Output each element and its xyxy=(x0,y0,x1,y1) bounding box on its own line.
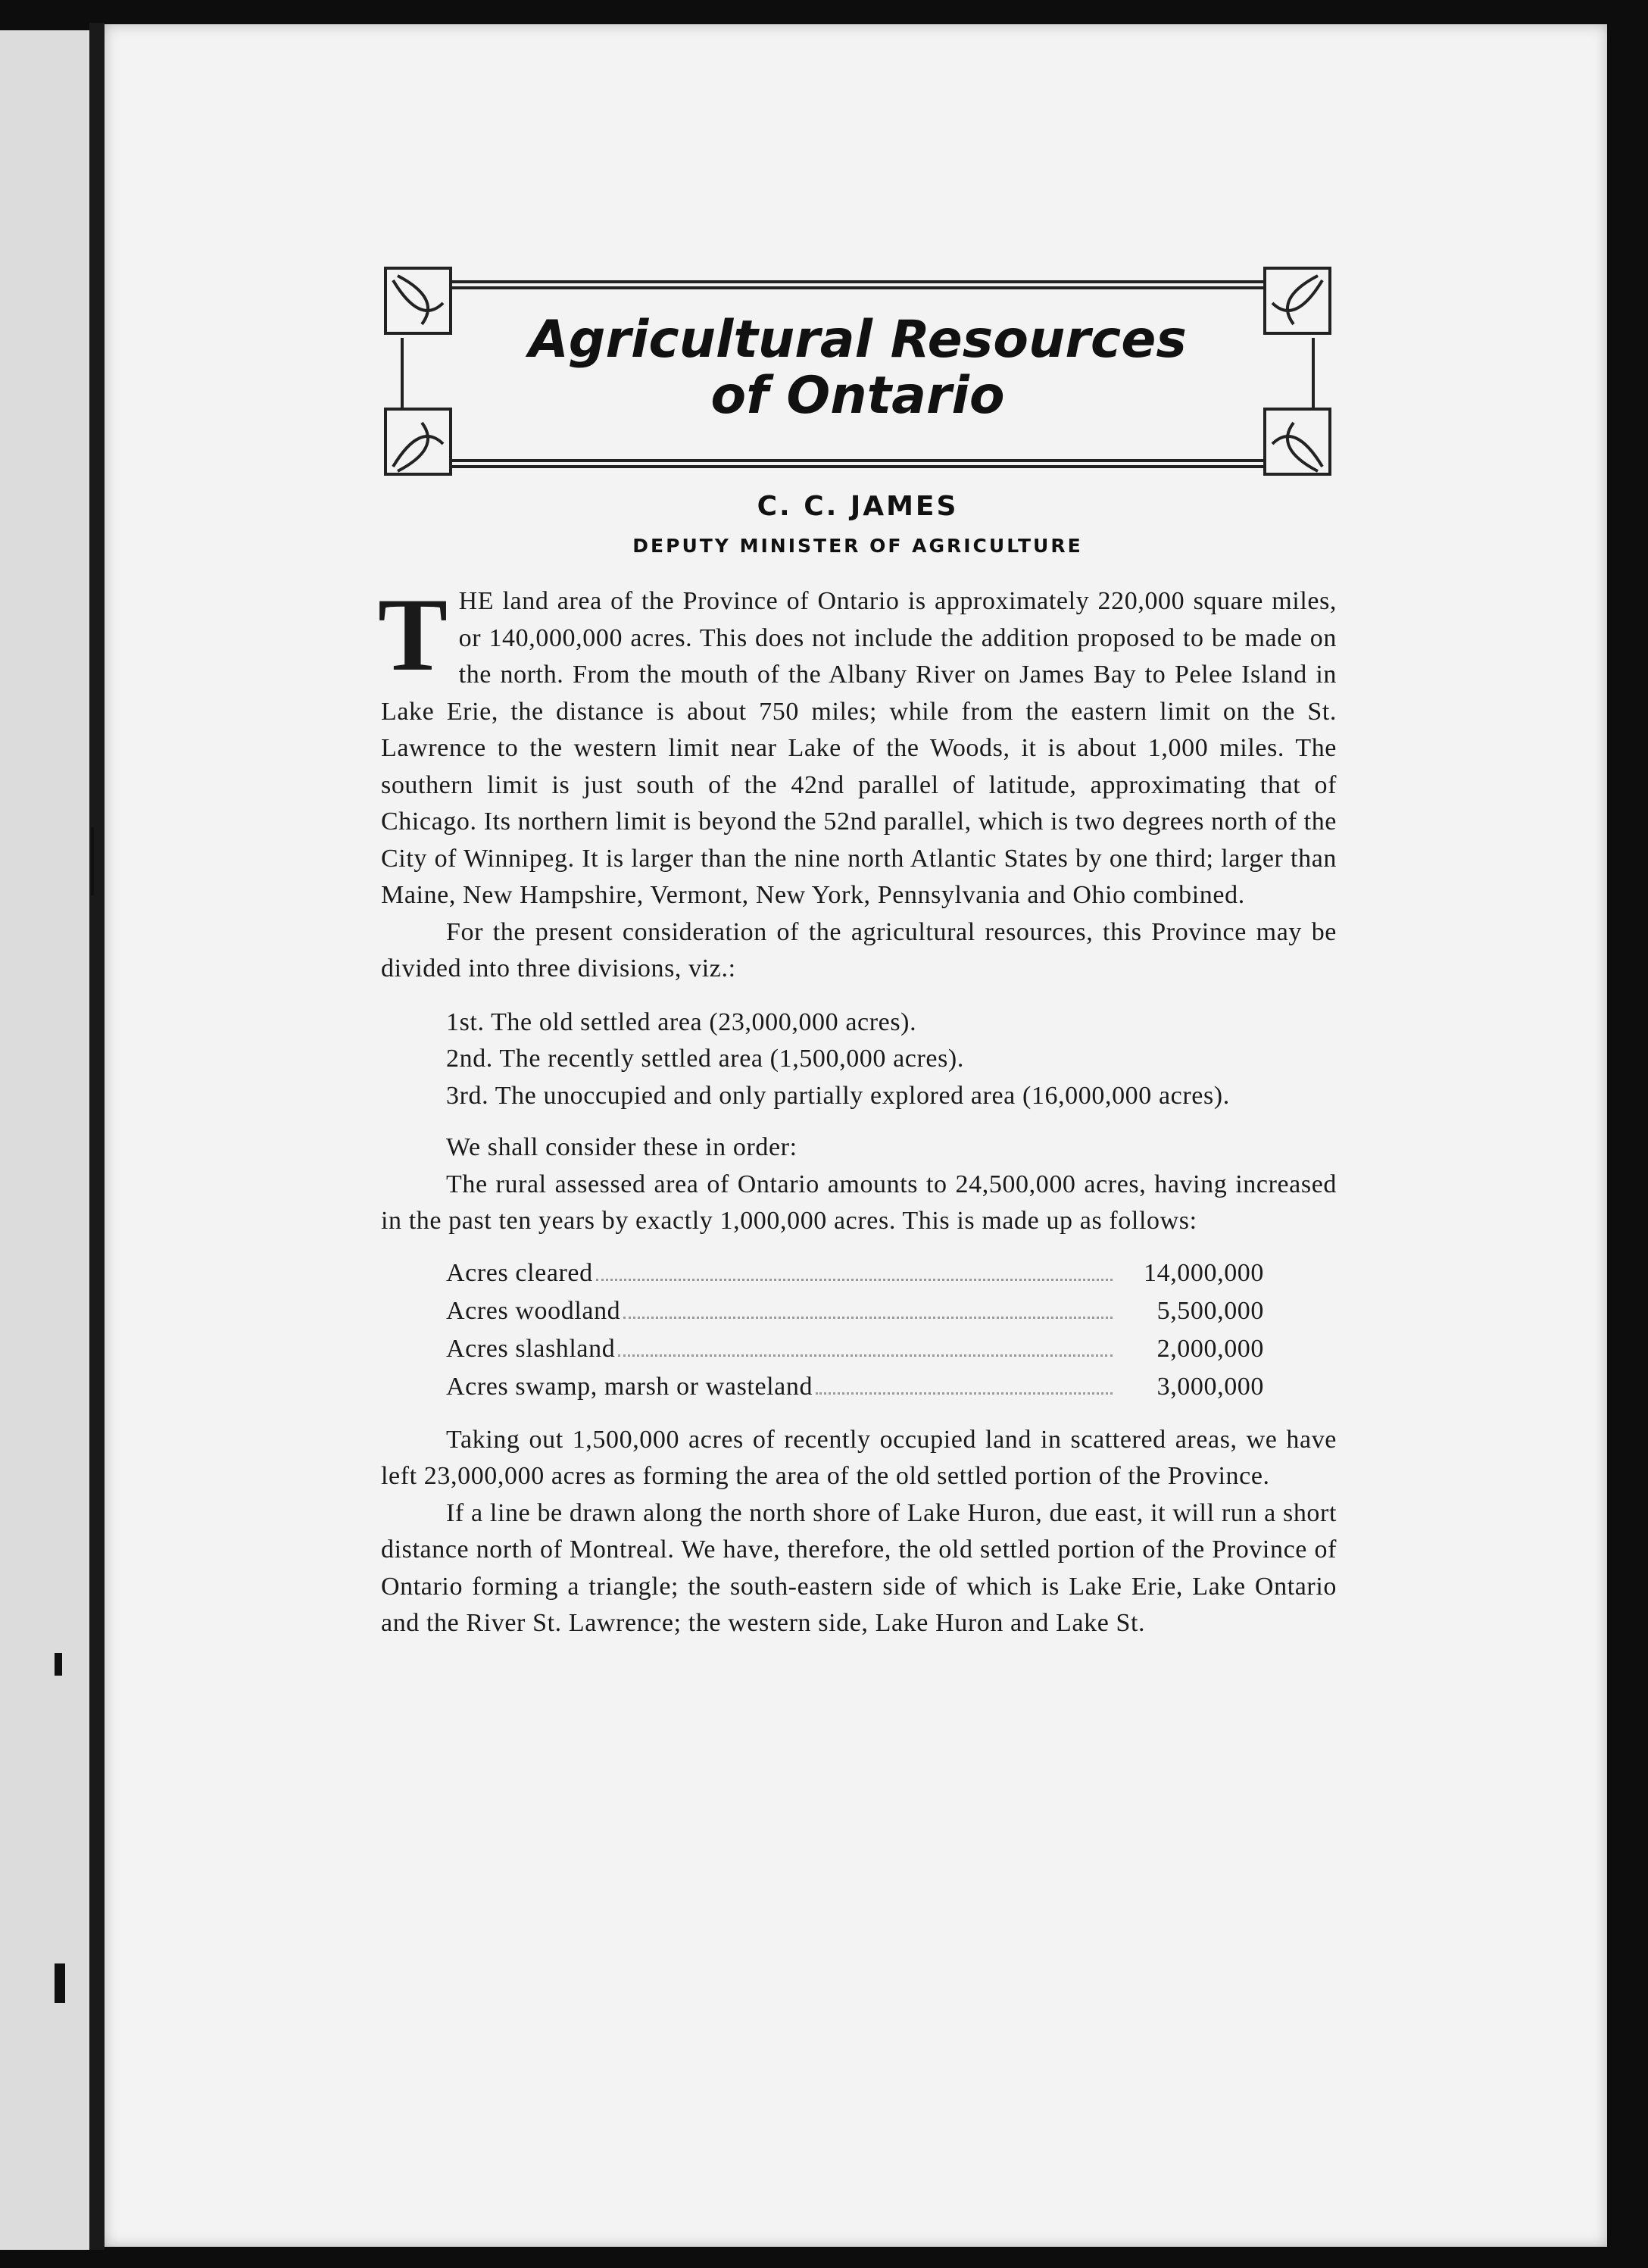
paragraph-2: For the present consideration of the agricultural resources, this Province may be divided into three divisions, viz.: xyxy=(381,917,1337,982)
leader-dots xyxy=(596,1279,1113,1281)
title-line-2: of Ontario xyxy=(710,366,1005,426)
page-gutter xyxy=(89,23,105,2250)
table-row xyxy=(446,1293,1264,1331)
list-item: 3rd. The unoccupied and only partially explored area (16,000,000 acres). xyxy=(446,1081,1230,1110)
acreage-value: 5,500,000 xyxy=(1156,1296,1264,1325)
list-item: 1st. The old settled area (23,000,000 acres). xyxy=(446,1007,917,1036)
acreage-value: 3,000,000 xyxy=(1156,1372,1264,1401)
title-frame xyxy=(382,265,1333,477)
title-line-1: Agricultural Resources xyxy=(529,310,1187,370)
table-row xyxy=(446,1255,1264,1293)
acreage-value: 2,000,000 xyxy=(1156,1334,1264,1363)
leader-dots xyxy=(816,1392,1113,1395)
leader-dots xyxy=(618,1354,1113,1357)
divisions-list xyxy=(381,1004,1337,1115)
acreage-label: Acres swamp, marsh or wasteland xyxy=(446,1372,813,1401)
acreage-label: Acres cleared xyxy=(446,1258,593,1287)
acreage-label: Acres woodland xyxy=(446,1296,621,1325)
paragraph-5: Taking out 1,500,000 acres of recently occupied land in scattered areas, we have left 23,000,000 acres as forming the area of the old settled portion of the Province. xyxy=(381,1425,1337,1490)
acreage-value: 14,000,000 xyxy=(1144,1258,1264,1287)
paragraph-6: If a line be drawn along the north shore of Lake Huron, due east, it will run a short distance north of Montreal. We have, therefore, the old settled portion of the Province of Ontario forming a triangle; the south-eastern side of which is Lake Erie, Lake Ontario and the River St. Lawrence; the western side, Lake Huron and Lake St. xyxy=(381,1498,1337,1637)
article-title xyxy=(382,312,1333,424)
list-item: 2nd. The recently settled area (1,500,000 acres). xyxy=(446,1045,964,1073)
drop-cap: T xyxy=(378,576,448,692)
leader-dots xyxy=(623,1317,1113,1319)
table-row xyxy=(446,1331,1264,1369)
scan-mark xyxy=(55,1963,65,2003)
paragraph-3: We shall consider these in order: xyxy=(446,1133,797,1161)
article-body xyxy=(378,576,1337,1642)
paragraph-1 xyxy=(378,576,1337,914)
paragraph-1-text: HE land area of the Province of Ontario is approximately 220,000 square miles, or 140,000,000 acres. This does not include the addition proposed to be made on the north. From the mouth of the Albany River on James Bay to Pelee Island in Lake Erie, the distance is about 750 miles; while from the eastern limit on the St. Lawrence to the western limit near Lake of the Woods, it is about 1,000 miles. The southern limit is just south of the 42nd parallel of latitude, approximating that of Chicago. Its northern limit is beyond the 52nd parallel, which is two degrees north of the City of Winnipeg. It is larger than the nine north Atlantic States by one third; larger than Maine, New Hampshire, Vermont, New York, Pennsylvania and Ohio combined. xyxy=(381,587,1337,909)
scan-mark xyxy=(91,827,94,895)
paragraph-4: The rural assessed area of Ontario amounts to 24,500,000 acres, having increased in the past ten years by exactly 1,000,000 acres. This is made up as follows: xyxy=(381,1170,1337,1235)
table-row xyxy=(446,1369,1264,1407)
acreage-table xyxy=(446,1255,1264,1407)
acreage-label: Acres slashland xyxy=(446,1334,616,1363)
author-role: DEPUTY MINISTER OF AGRICULTURE xyxy=(632,535,1083,557)
facing-page-strip xyxy=(0,30,89,2250)
author-name: C. C. JAMES xyxy=(757,491,959,522)
scan-mark xyxy=(55,1653,62,1676)
